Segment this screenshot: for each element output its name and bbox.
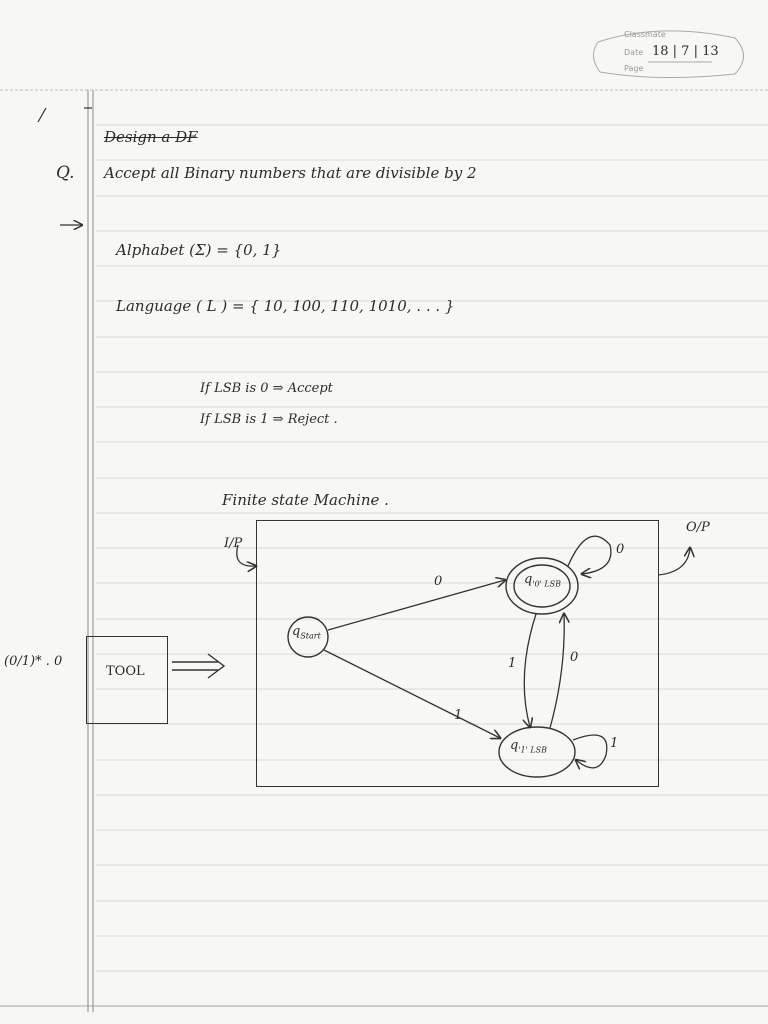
stamp-date: 18 | 7 | 13 (652, 44, 719, 59)
rule-reject: If LSB is 1 ⇒ Reject . (200, 412, 338, 427)
margin-lines (88, 90, 93, 1012)
input-label: I/P (224, 536, 243, 551)
label-self-0: 0 (616, 542, 625, 557)
label-1-to-0: 0 (570, 650, 579, 665)
tool-arrow (172, 654, 224, 678)
stamp-page-label: Page (624, 64, 644, 73)
tool-box (86, 636, 168, 724)
language-line: Language ( L ) = { 10, 100, 110, 1010, . . . } (116, 297, 455, 315)
fsm-title: Finite state Machine . (222, 491, 389, 509)
state-start-label (292, 624, 321, 641)
state-1-sub: '1' LSB (518, 745, 548, 755)
rule-accept: If LSB is 0 ⇒ Accept (200, 381, 333, 396)
state-0-sub: '0' LSB (532, 579, 562, 589)
tool-label: TOOL (106, 664, 145, 679)
state-1-symbol: q (510, 738, 519, 753)
question-text: Accept all Binary numbers that are divisible by 2 (104, 164, 477, 182)
struck-title: Design a DF (104, 128, 198, 146)
fsm-box (256, 520, 659, 787)
label-0-to-1: 1 (508, 656, 517, 671)
state-0-label (524, 572, 561, 589)
alphabet-line: Alphabet (Σ) = {0, 1} (116, 241, 282, 259)
label-start-to-1: 1 (454, 708, 463, 723)
state-0-symbol: q (524, 572, 533, 587)
output-arrow (658, 548, 690, 575)
output-label: O/P (686, 520, 710, 535)
state-start-symbol: q (292, 624, 301, 639)
state-1-label (510, 738, 547, 755)
state-start-sub: Start (300, 631, 321, 641)
tool-input-expression: (0/1)* . 0 (4, 654, 63, 669)
label-self-1: 1 (610, 736, 619, 751)
stamp-brand: Classmate (624, 30, 666, 39)
stamp-date-label: Date (624, 48, 644, 57)
question-marker: Q. (56, 163, 75, 183)
label-start-to-0: 0 (434, 574, 443, 589)
